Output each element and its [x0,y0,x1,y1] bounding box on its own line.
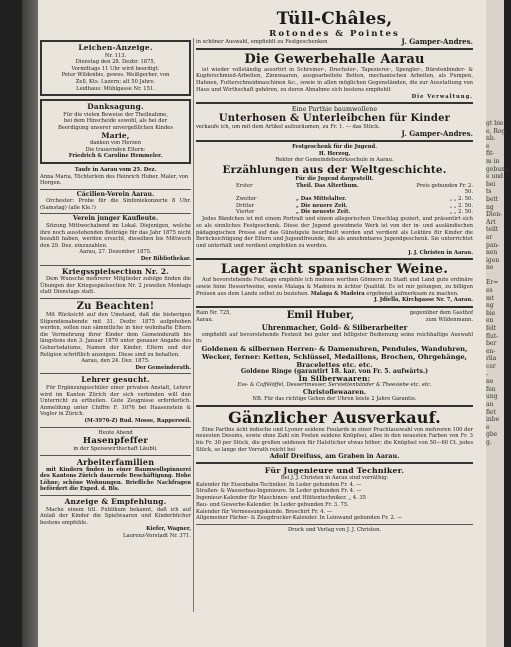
edge-fragment [486,272,504,280]
leichen-line: Zell, Kts. Luzern; alt 50 Jahre. [75,78,156,85]
kauf-title: Verein junger Kaufleute. [72,215,159,223]
leichen-line: Nr. 113. [104,52,127,59]
edge-fragment: gebung, [486,165,511,173]
dank-title: Danksagung. [87,102,144,112]
erz-sub: Für die Jugend dargestellt. [295,175,374,182]
erz-text: Jedes Bändchen ist mit einem Portrait und einem allegorischen Umschlag geziert, und präsentirt sich so als sinnliches Festgeschenk. Diese der Jugend gewidmete Werk ist von der in- und ausländischen pädagogischen Presse auf das Günstigste beurtheilt worden und verdient als Lektüre für Kinder die Berücksichtigung der Eltern und Jugendfreunde, die als annehmbares Jugendgeschenk. Sie unterrichtet und unterhält und verdient empfohlen zu werden. [196,216,473,249]
huber-address: Rain Nr. 725, [196,310,232,317]
jugend-author-sub: Rektor der Gemeindebezirksschule in Aarau. [275,157,394,164]
huber-line1: Goldenen & silbernen Herren- & Damenuhren, Pendules, Wanduhren, Wecker, ferner: Ketten, Schlüssel, Medaillons, Brochen, Ohrgehänge, Bracelettes etc. etc. [201,345,468,369]
lehrer-text: Für Ergänzungsschüler einer privaten Anstalt, Lehrer wird im Kanton Zürich der sich verbinden will den Unterricht zu ertheilen. Gute Zeugnisse erforderlich. Anmeldung unter Chiffre F. 1076 bei Haasenstein & Vogler in Zürich. [40,384,191,418]
techniker-intro: Bei J. J. Christen in Aarau sind vorräthig: [280,475,389,482]
edge-fragment: ung [486,393,498,401]
taufe-text: Anna Maria, Töchterlein des Heinrich Huber, Maler, von Horgen. [40,173,189,187]
edge-fragment: teilt [486,226,499,234]
erz-cell: „ „ 2. 50. [449,202,473,209]
edge-fragment: en- [486,347,496,355]
edge-fragment: nen [486,249,498,257]
anzeige-text: Mache einem titl. Publikum bekannt, daß ich auf Anlaß der Kinder die Spielwaaren und Kinderbücher bestens empfehle. [40,506,191,526]
huber-left [196,310,231,323]
huber-name: Emil Huber, [286,310,355,322]
dank-sign: Friedrich & Caroline Hemmeler. [68,153,163,160]
edge-fragment: e, Rog- [486,127,508,135]
beachten-title: Zu Beachten! [76,301,155,312]
leichen-line: Dienstag den 28. Dezbr. 1875, [75,59,156,66]
beachten-text: Mit Rücksicht auf den Umstand, daß die bisherigen Stipendienabende mit 31. Dezbr. 1875 aufgehoben werden, sollen nun sämmtliche in hier wohnhafte Eltern die Vermehrung ihrer Kinder dem Gemeinderath bis längstens den 3. Januar 1876 unter genauer Angabe des Geburtsdatums, Namen der Kinder, Eltern und der Religion schriftlich anzeigen. Diese sind zu behalten. [40,312,191,358]
erz-cell: „ Die neueste Zeit. [296,209,351,216]
edge-fragment: felt [486,325,497,333]
hasen-title: Hasenpfeffer [82,436,149,447]
erz-cell: Dritter [236,202,255,209]
anzeige-sign: Kiefer, Wagner, [146,526,191,533]
edge-fragment: ts [486,188,492,196]
anzeige-title: Anzeige & Empfehlung. [64,497,167,507]
edge-fragment: nb. [486,135,496,143]
huber-inn: zum Wildenmann. [425,316,473,323]
edge-fragment: ber [486,340,497,348]
imprint: Druck und Verlag von J. J. Christen. [287,526,382,533]
edge-fragment: fiet [486,408,496,416]
tull-sign: J. Gamper-Andres. [401,37,473,46]
lehrer-title: Lehrer gesucht. [81,375,150,385]
edge-fragment: ng [486,203,494,211]
jugend-title: Festgeschenk für die Jugend. [292,143,377,150]
edge-fragment: en [486,317,494,325]
erz-row [196,203,473,210]
arbeit-title: Arbeiterfamilien [76,456,155,467]
erz-row [196,196,473,203]
edge-fragment: fit- [486,150,495,158]
lager-title: Lager ächt spanischer Weine. [220,261,449,278]
erz-row [196,183,473,196]
edge-fragment: inbe [486,416,500,424]
gewerbe-sign: Die Verwaltung. [411,93,473,100]
huber-silver: In Silberwaaren: [298,373,371,383]
leichen-title: Leichen-Anzeige. [78,43,153,52]
erz-title: Erzählungen aus der Weltgeschichte. [222,163,447,176]
erz-cell: „ Das Mittelalter. [296,196,347,203]
tull-row [196,39,473,46]
edge-fragment: bett [486,195,499,203]
huber-opposite: gegenüber dem Gasthof [409,310,473,317]
lager-body: Auf bevorstehende Festtage empfehle ich meinen werthen Gönnern zu Stadt und Land gute ordinäre sowie feine Dessertweine, sowie Malaga & Madeira in ächter Qualität. Es ist mir gelungen, zu billigen Preisen aus dem Lande selbst zu beziehen. [196,277,473,297]
edge-fragment: ng [486,302,494,310]
left-column [40,40,191,540]
huber-right [410,310,473,323]
erz-cell: „ „ 2. 50. [449,209,473,216]
techniker-line: Ingenieur-Kalender für Maschinen- und Hüttentechniker. „ 4. 35 [196,495,366,502]
kriegs-text: Dem Wunsche mehrerer Mitglieder zufolge finden die Übungen der Kriegsspielsection Nr. 2 jeweilen Montags statt Dienstags statt. [40,276,191,296]
erz-cell: „ Die neuere Zeit. [296,202,348,209]
beachten-sign: Aarau, den 24. Dez. 1875. [81,358,150,365]
edge-fragment: igen [486,256,500,264]
erz-cell: Zweiter [236,196,257,203]
edge-fragment: e und [486,173,504,181]
leichen-line: Peter Wildenbis, gewes. Weißgerber, von [61,72,170,79]
beachten-sign2: Der Gemeinderath. [135,364,191,371]
erz-cell: Vierter [236,209,255,216]
huber-line4: Christoflewaaren. [302,388,367,397]
huber-header [196,310,473,323]
edge-fragment: Art [486,218,496,226]
dank-name: Marie, [101,130,130,140]
edge-fragment: ne [486,264,494,272]
right-column [196,8,473,534]
erz-row [196,209,473,216]
edge-fragment: mt [486,294,495,302]
danksagung [40,99,191,164]
edge-fragment: rlia [486,355,497,363]
dank-line: bei dem Hinscheide sowohl, als bei der [63,118,168,125]
edge-fragment: gt bie [486,120,504,127]
lehrer-sign: (M-3976-Z) Rud. Mosse, Rapperswil. [84,417,191,424]
lager-body2: ergebenst aufmerksam zu machen. [366,290,459,297]
edge-fragment: bie [486,309,496,317]
arbeit-text: mit Kindern finden in einer Baumwollspinnerei des Kantons Zürich dauernde Beschäftigung. Hohe Löhne; schöne Wohnungen. Briefliche Nachfragen befördert die Exped. d. Bls. [40,466,191,493]
ausverkauf-sign: Adolf Dreifuss, am Graben in Aarau. [269,452,400,461]
jugend-author: H. Herzog, [318,150,351,157]
huber-line2: Goldene Ringe (garantirt 18. kar. von Fr. 5. aufwärts.) [240,368,429,375]
edge-fragment: - [486,370,489,378]
huber-line3: Ess- & Caffélöffel, Dessertmesser, Serviettenbänder & Theesiebe etc. etc. [237,382,432,389]
kauf-sign2: Der Bibliothekar. [140,256,191,263]
gewerbe-text: ist wieder vollständig assortirt in Schreiner-, Drechsler-, Tapezierer-, Spengler-, Bürstenbinder- & Kupferschmied-Arbeiten, Zinnwaaren, ausgearbeitete Betten, mechanischen Arbeiten, als Pumpen, Hahnen, Futterschneidmaschinen &c., sowie in allen möglichen Gegenständen, die zur Ausstattung von Haus und Wirthschaft gehören, zu deren Abnahme sich bestens empfiehlt [196,66,473,93]
kauf-text: Sitzung Mittwochabend im Lokal. Diejenigen, welche ihre noch ausstehenden Beiträge für das Jahr 1875 nicht bezahlt haben, werden ersucht, dieselben bis Mittwoch den 29. Dez. einzuzahlen. [40,223,191,249]
column-rule [193,38,194,612]
techniker-line: Bau- und Gewerbe-Kalender. In Leder gebunden Fr. 3. 75. [196,501,349,508]
lager-sign: J. Jdiella, Kirchgasse Nr. 7, Aarau. [374,297,473,304]
leichen-anzeige [40,40,191,96]
verein-title: Cäcilien-Verein Aarau. [76,190,155,198]
taufe-title: Taufe in Aarau vom 25. Dez. [74,166,157,173]
edge-fragment: gbe [486,431,498,439]
tull-title: Tüll-Châles, [276,9,393,29]
edge-fragment: bei [486,180,496,188]
hasen-sub: in der Speisewirthschaft Läubli. [73,446,158,453]
edge-fragment: e [486,423,490,431]
techniker-line: Straßen- & Wasserbau-Ingenieure. In Leder gebunden Fr. 4. — [196,488,362,495]
techniker-line: Kalender für Eisenbahn-Techniker. In Leder gebunden Fr. 4. — [196,481,362,488]
edge-fragment: es [486,287,493,295]
abend-label: Heute Abend [98,429,133,436]
kauf-sign: Aarau, 27. Dezember 1875. [79,249,152,256]
lager-text [196,277,473,297]
edge-fragment: er [486,233,493,241]
partie-line: Eine Parthie baumwollene [291,105,378,114]
partie-title: Unterhosen & Unterleibchen für Kinder [218,112,451,124]
edge-fragment: Dien- [486,211,503,219]
erz-sign: J. J. Christen in Aarau. [408,249,473,256]
partie-sign: J. Gamper-Andres. [401,129,473,139]
edge-fragment: e [486,142,490,150]
kriegs-title: Kriegsspielsection Nr. 2. [61,266,170,276]
edge-fragment: cer [486,363,496,370]
edge-fragment: g. [486,438,492,446]
leichen-line: Vormittags 11 Uhr wird beerdigt: [71,65,160,72]
edge-fragment: flut- [486,332,499,340]
edge-fragment: an [486,400,494,408]
anzeige-sign2: Laurenz-Vorstadt Nr. 371. [123,533,191,540]
dank-line: Die trauernden Eltern: [85,146,146,153]
ausverkauf-title: Gänzlicher Ausverkauf. [228,407,441,427]
erz-cell: „ „ 2. 50. [449,196,473,203]
ausverkauf-text: Eine Parthie ächt indische und Lyoner seidene Foulards in einer Prachtauswahl von mehreren 100 der neuesten Dessins, sowie ohne Zahl ein Posten seidene Knüpfsei, allee in den neuesten Farben von Fr. 3 bis Fr. 30 per Stück, die großen seidenen für Halstücher etwas höher; die Knüpfsel von 50—60 Ct. jedes Stück, so lange der Vorrath reicht bei [196,426,473,453]
techniker-title: Für Jugenieure und Techniker. [264,466,405,476]
dank-line: Beerdigung unserer unvergeßlichen Kindes [57,124,174,131]
huber-sub: Uhrenmacher, Gold- & Silberarbeiter [261,322,408,332]
erz-cell: Theil. Das Alterthum. [296,182,359,189]
huber-town: Aarau. [196,316,214,323]
book-binding-edge [22,0,38,647]
edge-fragment: fen [486,385,496,393]
dank-line: danken von Herzen [89,140,142,147]
edge-fragment: pan- [486,241,500,249]
techniker-line: Kalender für Vermessungskunde. Broschirt Fr. 4. — [196,508,333,515]
verein-text: Orchester: Probe für die Sinfoniekonzerte 8 Uhr. (Samstag) (alle Kle.!) [40,198,191,211]
tull-line: in schöner Auswahl, empfiehlt zu Festgeschenken [196,39,328,45]
erz-cell: Erster [236,182,253,189]
tull-sub: Rotondes & Pointes [269,29,400,39]
edge-fragment: m in [486,157,500,165]
partie-text: verkaufe ich, um mit dem Artikel aufzuräumen, zu Fr. 1. — das Stück. [196,124,380,131]
lager-highlight: Malaga & Madeira [310,290,365,297]
leichen-line: Leidhaus: Mühlgasse Nr. 151. [76,85,155,92]
huber-nb: NB. Für das richtige Gehen der Uhren leiste 2 Jahre Garantie. [252,395,417,402]
erz-cell: Preis gebunden Fr. 2. 50. [416,182,473,196]
edge-fragment: Er= [486,279,499,287]
adjacent-page-edge [486,0,511,647]
edge-fragment: ne [486,378,494,386]
gewerbe-title: Die Gewerbehalle Aarau [244,51,425,67]
dank-line: Für die vielen Beweise der Theilnahme, [63,111,168,118]
huber-text: empfiehlt auf bevorstehende Festzeit bei guter und billigster Bedienung seine reichhaltige Auswahl in: [196,331,473,345]
techniker-line: Allgemeiner Färber- & Zeugdrucker-Kalender. In Leinwand gebunden Fr. 2. — [196,515,403,522]
